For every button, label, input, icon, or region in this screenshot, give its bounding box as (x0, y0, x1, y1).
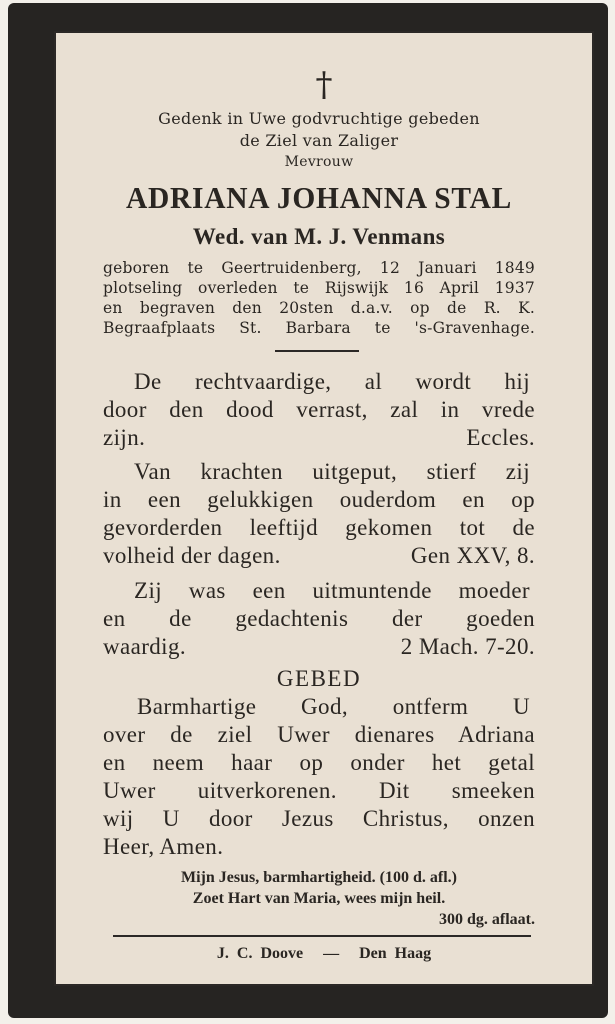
divider-bottom (113, 935, 531, 937)
quote2-source: Gen XXV, 8. (410, 543, 535, 568)
quote1-source: Eccles. (466, 425, 535, 450)
printer-name: J. C. Doove (216, 945, 304, 962)
prayer-last: Heer, Amen. (103, 834, 224, 859)
quote3-last (103, 633, 535, 661)
card-text (59, 36, 589, 981)
cross-icon: † (315, 65, 333, 105)
quote2-line-1: Van krachten uitgeput, stierf zij (134, 459, 530, 484)
card-inner-panel (59, 36, 589, 981)
quote3-source: 2 Mach. 7-20. (400, 634, 535, 659)
quote1-line-1: De rechtvaardige, al wordt hij (134, 369, 530, 394)
indulgence-line-3: 300 dg. aflaat. (439, 911, 535, 928)
indulgence-line-1: Mijn Jesus, barmhartigheid. (100 d. afl.) (181, 869, 457, 886)
quote3-line-2: en de gedachtenis der goeden (103, 606, 535, 631)
intro-line-1: Gedenk in Uwe godvruchtige gebeden (158, 109, 480, 128)
quote2-last-text: volheid der dagen. (103, 543, 281, 568)
prayer-line-5: wij U door Jezus Christus, onzen (103, 806, 535, 831)
life-line-3: en begraven den 20sten d.a.v. op de R. K. (103, 299, 535, 317)
indulgence-line-2: Zoet Hart van Maria, wees mijn heil. (192, 890, 446, 907)
life-line-2: plotseling overleden te Rijswijk 16 April 1937 (103, 279, 535, 297)
printer-city: Den Haag (359, 945, 432, 962)
quote1-last-text: zijn. (103, 425, 146, 450)
printer-line (119, 943, 529, 964)
prayer-line-3: en neem haar op onder het getal (103, 750, 535, 775)
printer-dash: — (323, 945, 340, 962)
quote2-line-2: in een gelukkigen ouderdom en op (103, 487, 535, 512)
quote1-line-2: door den dood verrast, zal in vrede (103, 397, 535, 422)
prayer-line-2: over de ziel Uwer dienares Adriana (103, 722, 535, 747)
life-line-1: geboren te Geertruidenberg, 12 Januari 1849 (103, 259, 535, 277)
intro-line-3: Mevrouw (284, 154, 354, 170)
intro-line-2: de Ziel van Zaliger (239, 131, 399, 150)
quote1-last (103, 424, 535, 452)
prayer-line-4: Uwer uitverkorenen. Dit smeeken (103, 778, 535, 803)
quote3-line-1: Zij was een uitmuntende moeder (134, 578, 530, 603)
prayer-heading: GEBED (276, 666, 362, 691)
widow-of: Wed. van M. J. Venmans (192, 224, 446, 249)
prayer-card (8, 3, 608, 1018)
deceased-name: ADRIANA JOHANNA STAL (125, 180, 513, 215)
quote2-last (103, 542, 535, 570)
prayer-line-1: Barmhartige God, ontferm U (137, 694, 530, 719)
quote2-line-3: gevorderden leeftijd gekomen tot de (103, 515, 535, 540)
divider-top (275, 350, 359, 352)
quote3-last-text: waardig. (103, 634, 187, 659)
life-line-4: Begraafplaats St. Barbara te 's-Gravenhage. (103, 319, 535, 337)
